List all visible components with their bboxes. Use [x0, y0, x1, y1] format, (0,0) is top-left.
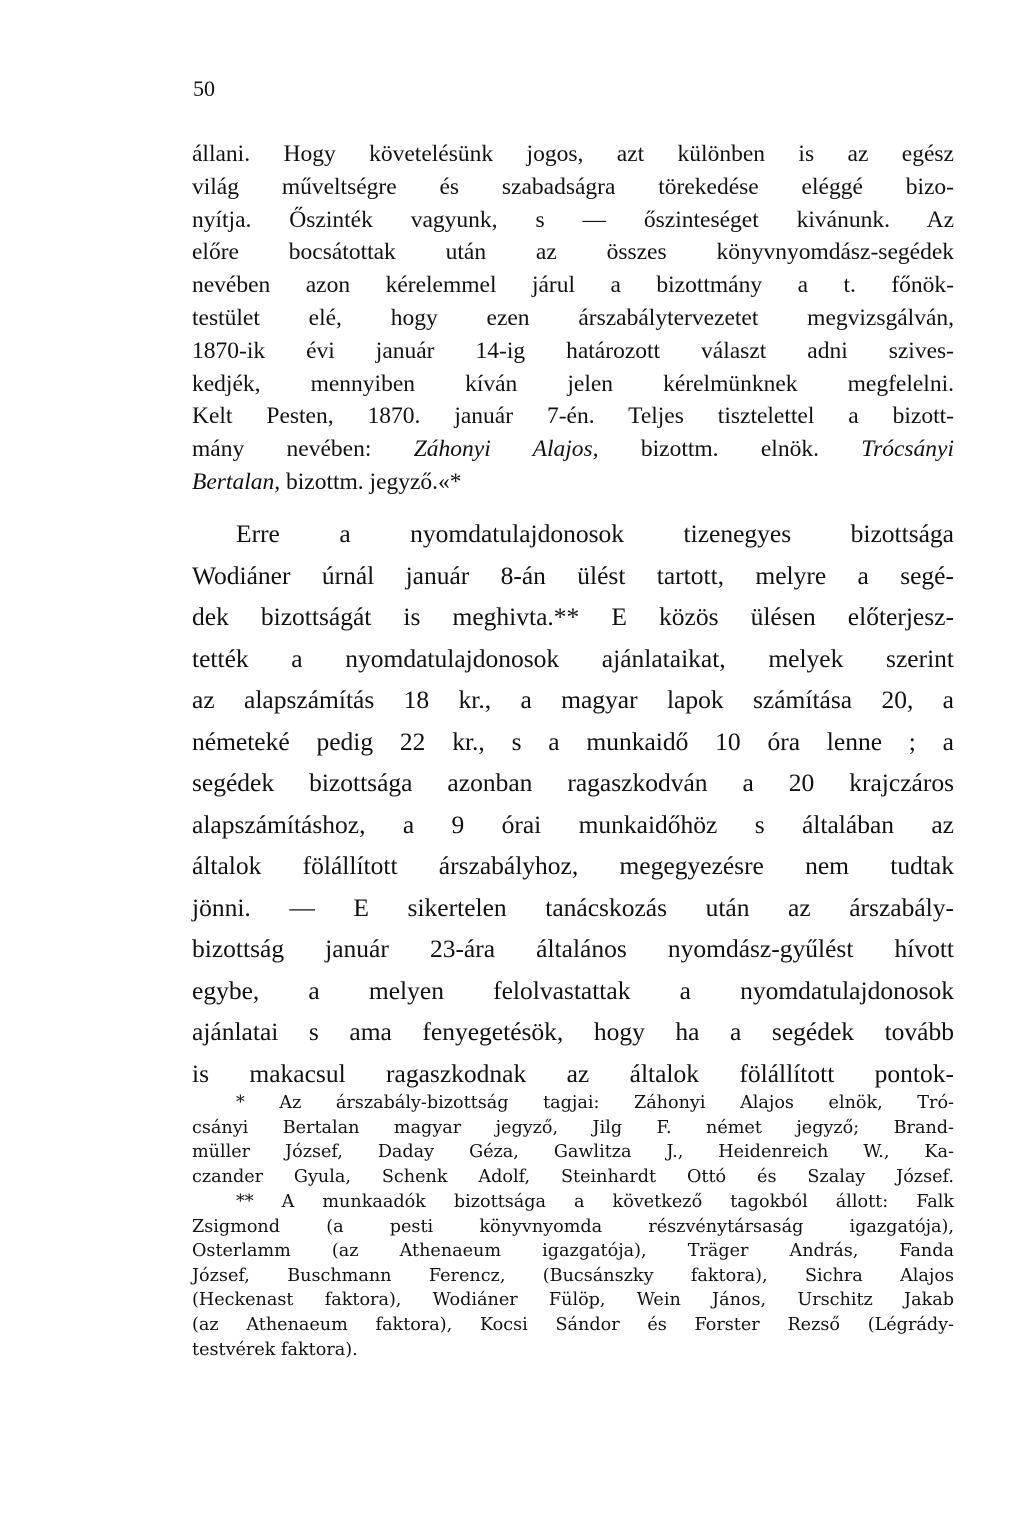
- footnote-line: csányi Bertalan magyar jegyző, Jilg F. német jegyző; Brand-: [192, 1117, 954, 1138]
- text-line: dek bizottságát is meghivta.** E közös ülésen előterjesz-: [192, 602, 954, 631]
- text-segment: bizottm. jegyző.«*: [280, 468, 462, 495]
- footnote-line: testvérek faktora).: [192, 1339, 358, 1360]
- text-line: jönni. — E sikertelen tanácskozás után az árszabály-: [192, 892, 954, 922]
- footnote-line: czander Gyula, Schenk Adolf, Steinhardt Ottó és Szalay József.: [192, 1166, 954, 1187]
- text-line: nyítja. Őszinték vagyunk, s — őszinteséget kivánunk. Az: [192, 206, 954, 233]
- text-line: kedjék, mennyiben kíván jelen kérelmünknek megfelelni.: [192, 370, 954, 397]
- text-line: Wodiáner úrnál január 8-án ülést tartott, melyre a segé-: [192, 560, 954, 590]
- text-segment: bizottm. elnök.: [598, 436, 862, 463]
- footnote-line: (Heckenast faktora), Wodiáner Fülöp, Wein János, Urschitz Jakab: [192, 1290, 954, 1311]
- text-line: testület elé, hogy ezen árszabálytervezetet megvizsgálván,: [192, 304, 954, 331]
- footnote-line: ** A munkaadók bizottsága a következő tagokból állott: Falk: [236, 1192, 954, 1212]
- text-line-signature-end: [192, 466, 954, 499]
- text-line: egybe, a melyen felolvastattak a nyomdatulajdonosok: [192, 975, 954, 1005]
- text-line: Erre a nyomdatulajdonosok tizenegyes bizottsága: [236, 519, 954, 548]
- secretary-surname: Trócsányi: [861, 436, 955, 463]
- text-line: is makacsul ragaszkodnak az általok fölállított pontok-: [192, 1058, 954, 1088]
- footnote-line: (az Athenaeum faktora), Kocsi Sándor és Forster Rezső (Légrády-: [192, 1314, 954, 1335]
- text-line: világ műveltségre és szabadságra törekedése eléggé bizo-: [192, 173, 954, 200]
- text-line: előre bocsátottak után az összes könyvnyomdász-segédek: [192, 239, 954, 266]
- text-line: állani. Hogy követelésünk jogos, azt különben is az egész: [192, 141, 954, 167]
- footnote-line: Osterlamm (az Athenaeum igazgatója), Träger András, Fanda: [192, 1241, 954, 1262]
- text-line: az alapszámítás 18 kr., a magyar lapok számítása 20, a: [192, 685, 954, 714]
- text-line: általok fölállított árszabályhoz, megegyezésre nem tudtak: [192, 851, 954, 880]
- text-line: Kelt Pesten, 1870. január 7-én. Teljes tisztelettel a bizott-: [192, 403, 954, 430]
- footnote-1: [192, 1091, 954, 1189]
- footnote-2: [192, 1190, 954, 1362]
- text-line: nevében azon kérelemmel járul a bizottmány a t. főnök-: [192, 272, 954, 299]
- text-line: alapszámításhoz, a 9 órai munkaidőhöz s általában az: [192, 809, 954, 839]
- text-line: segédek bizottsága azonban ragaszkodván a 20 krajczáros: [192, 768, 954, 797]
- footnote-line: * Az árszabály-bizottság tagjai: Záhonyi Alajos elnök, Tró-: [236, 1093, 954, 1113]
- text-line: németeké pedig 22 kr., s a munkaidő 10 óra lenne ; a: [192, 726, 954, 756]
- footnote-line: József, Buschmann Ferencz, (Bucsánszky faktora), Sichra Alajos: [192, 1265, 954, 1286]
- text-line: tették a nyomdatulajdonosok ajánlataikat, melyek szerint: [192, 643, 954, 673]
- secretary-firstname: Bertalan,: [192, 468, 281, 495]
- footnote-line: Zsigmond (a pesti könyvnyomda részvénytársaság igazgatója),: [192, 1216, 954, 1237]
- page-number: 50: [193, 76, 215, 101]
- text-segment: mány nevében:: [192, 436, 414, 463]
- text-line: bizottság január 23-ára általános nyomdász-gyűlést hívott: [192, 934, 954, 963]
- paragraph-main: [192, 513, 954, 1094]
- text-line: ajánlatai s ama fenyegetésök, hogy ha a segédek tovább: [192, 1017, 954, 1046]
- text-line: 1870-ik évi január 14-ig határozott választ adni szives-: [192, 337, 954, 364]
- chairman-name: Záhonyi Alajos,: [413, 436, 599, 463]
- paragraph-continued: [192, 138, 954, 499]
- footnote-line: müller József, Daday Géza, Gawlitza J., Heidenreich W., Ka-: [192, 1142, 954, 1163]
- text-line-signature: [192, 433, 954, 466]
